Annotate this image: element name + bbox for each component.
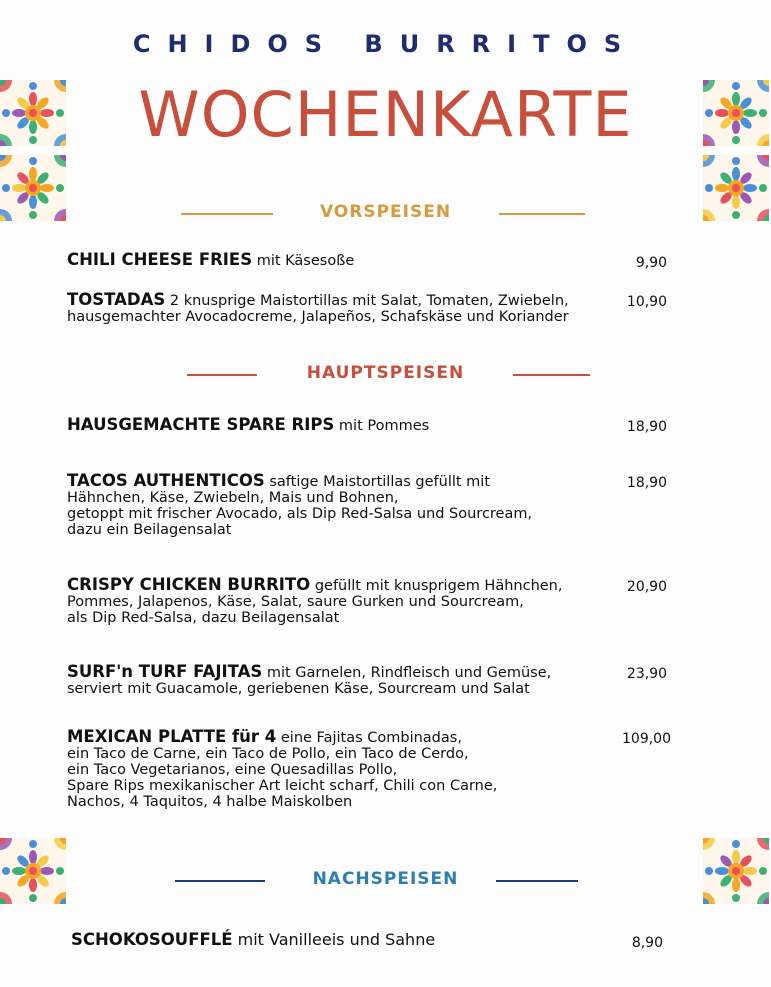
- item-price: 8,90: [631, 935, 663, 951]
- item-price: 20,90: [626, 579, 667, 595]
- section-header-nachspeisen: [0, 869, 771, 893]
- item-price: 9,90: [635, 255, 667, 271]
- item-description: gefüllt mit knusprigem Hähnchen, Pommes, Jalapenos, Käse, Salat, saure Gurken und Sourcream, als Dip Red-Salsa, dazu Beilagensalat: [67, 578, 563, 626]
- restaurant-brand: CHIDOS BURRITOS: [132, 30, 639, 58]
- menu-item: [67, 473, 627, 538]
- menu-item: [67, 577, 627, 626]
- item-description: mit Vanilleeis und Sahne: [232, 930, 436, 949]
- item-description: mit Pommes: [334, 418, 430, 434]
- item-name: CRISPY CHICKEN BURRITO: [67, 575, 311, 594]
- item-price: 109,00: [622, 731, 671, 747]
- item-name: HAUSGEMACHTE SPARE RIPS: [67, 415, 335, 434]
- item-description: mit Garnelen, Rindfleisch und Gemüse, serviert mit Guacamole, geriebenen Käse, Sourcream und Salat: [67, 665, 552, 697]
- item-name: TOSTADAS: [67, 290, 166, 309]
- item-description: eine Fajitas Combinadas, ein Taco de Carne, ein Taco de Pollo, ein Taco de Cerdo, ein Taco Vegetarianos, eine Quesadillas Pollo, Spare Rips mexikanischer Art leicht scharf, Chili con Carne, Nachos, 4 Taquitos, 4 halbe Maiskolben: [67, 730, 498, 810]
- section-label: HAUPTSPEISEN: [306, 363, 465, 383]
- section-header-hauptspeisen: [0, 363, 771, 387]
- section-label: VORSPEISEN: [319, 202, 452, 222]
- menu-item: [71, 932, 631, 948]
- section-header-vorspeisen: [0, 202, 771, 226]
- item-description: 2 knusprige Maistortillas mit Salat, Tomaten, Zwiebeln, hausgemachter Avocadocreme, Jalapeños, Schafskäse und Koriander: [67, 293, 569, 325]
- item-price: 18,90: [626, 475, 667, 491]
- item-name: SURF'n TURF FAJITAS: [67, 662, 263, 681]
- item-name: CHILI CHEESE FRIES: [67, 250, 253, 269]
- item-description: mit Käsesoße: [252, 253, 355, 269]
- item-price: 18,90: [626, 419, 667, 435]
- item-name: MEXICAN PLATTE für 4: [67, 727, 277, 746]
- menu-item: [67, 292, 627, 325]
- menu-item: [67, 729, 627, 810]
- item-price: 10,90: [626, 294, 667, 310]
- page-title: WOCHENKARTE: [138, 78, 633, 151]
- item-description: saftige Maistortillas gefüllt mit Hähnchen, Käse, Zwiebeln, Mais und Bohnen, getoppt mit frischer Avocado, als Dip Red-Salsa und Sourcream, dazu ein Beilagensalat: [67, 474, 533, 538]
- menu-item: [67, 417, 627, 434]
- item-price: 23,90: [626, 666, 667, 682]
- menu-item: [67, 664, 627, 697]
- item-name: SCHOKOSOUFFLÉ: [71, 930, 233, 949]
- menu-item: [67, 252, 627, 269]
- section-label: NACHSPEISEN: [312, 869, 459, 889]
- item-name: TACOS AUTHENTICOS: [67, 471, 265, 490]
